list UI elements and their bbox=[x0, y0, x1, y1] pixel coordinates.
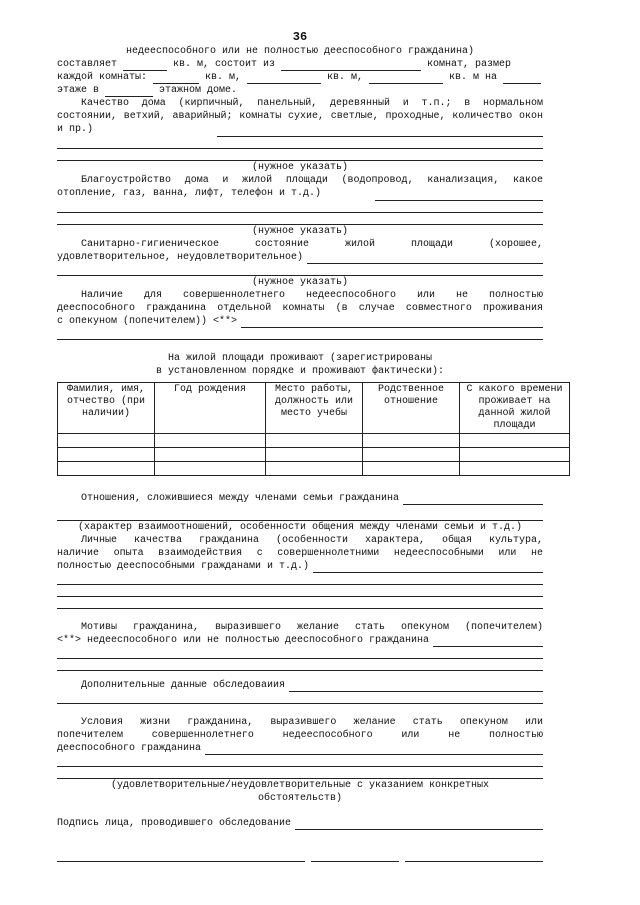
sanitary-text-1: Санитарно-гигиеническое состояние жилой площади (хорошее, bbox=[81, 239, 543, 250]
additional-row bbox=[57, 679, 543, 692]
room-row bbox=[57, 315, 543, 328]
amenities-text: Благоустройство дома и жилой площади (водопровод, канализация, какое отопление, газ, ванна, лифт, телефон и т.д.) bbox=[57, 175, 543, 199]
area-row-3 bbox=[57, 84, 543, 97]
amenities-field[interactable] bbox=[375, 189, 543, 201]
conditions-hint: обстоятельств) bbox=[257, 793, 342, 804]
signature-line[interactable] bbox=[311, 850, 399, 862]
conditions-line[interactable] bbox=[57, 767, 543, 779]
motives-line[interactable] bbox=[57, 659, 543, 671]
signature-field[interactable] bbox=[295, 819, 543, 830]
conditions-text-2: попечителем совершеннолетнего недееспособного или не полностью bbox=[57, 730, 543, 741]
house-quality-line[interactable] bbox=[57, 137, 543, 149]
motives-line[interactable] bbox=[57, 647, 543, 659]
sanitary-text-2: удовлетворительное, неудовлетворительное) bbox=[57, 252, 304, 263]
residents-title: в установленном порядке и проживают фактически): bbox=[155, 366, 445, 377]
residents-title: На жилой площади проживают (зарегистрированы bbox=[167, 353, 433, 364]
room-size-field[interactable] bbox=[153, 73, 199, 84]
total-area-field[interactable] bbox=[123, 60, 167, 71]
table-cell[interactable] bbox=[58, 462, 155, 476]
area-text: этаже в bbox=[57, 85, 100, 96]
signature-name-line[interactable] bbox=[57, 850, 305, 862]
signature-row bbox=[57, 817, 543, 830]
conditions-line[interactable] bbox=[57, 755, 543, 767]
signature-text: Подпись лица, проводившего обследование bbox=[57, 818, 292, 829]
motives-field[interactable] bbox=[433, 636, 543, 647]
conditions-field[interactable] bbox=[205, 744, 543, 755]
conditions-hint: (удовлетворительные/неудовлетворительные с указанием конкретных bbox=[110, 780, 490, 791]
signature-lines bbox=[57, 850, 543, 862]
area-text: этажном доме. bbox=[159, 85, 238, 96]
relations-field[interactable] bbox=[403, 494, 543, 505]
table-cell[interactable] bbox=[363, 462, 460, 476]
personal-line[interactable] bbox=[57, 597, 543, 609]
additional-line[interactable] bbox=[57, 692, 543, 704]
motives-text-1: Мотивы гражданина, выразившего желание стать опекуном (попечителем) bbox=[81, 622, 543, 633]
page-number: 36 bbox=[292, 30, 308, 44]
hint-specify: (нужное указать) bbox=[251, 226, 348, 237]
col-header-relation: Родственное отношение bbox=[363, 383, 460, 434]
house-quality-line[interactable] bbox=[57, 149, 543, 161]
amenities-line[interactable] bbox=[57, 213, 543, 225]
personal-text-1: Личные качества гражданина (особенности характера, общая культура, bbox=[81, 535, 543, 546]
table-cell[interactable] bbox=[266, 448, 363, 462]
area-text: комнат, размер bbox=[427, 59, 512, 70]
relations-hint: (характер взаимоотношений, особенности общения между членами семьи и т.д.) bbox=[77, 522, 523, 533]
area-text: кв. м, bbox=[205, 72, 242, 83]
sanitary-line[interactable] bbox=[57, 264, 543, 276]
personal-row bbox=[57, 560, 543, 573]
form-page bbox=[57, 30, 563, 862]
col-header-name: Фамилия, имя, отчество (при наличии) bbox=[58, 383, 155, 434]
additional-text: Дополнительные данные обследоваиия bbox=[81, 680, 286, 691]
table-cell[interactable] bbox=[363, 434, 460, 448]
room-size-field[interactable] bbox=[247, 73, 321, 84]
table-header-row bbox=[58, 383, 570, 434]
area-text: кв. м, bbox=[327, 72, 364, 83]
area-text: составляет bbox=[57, 59, 118, 70]
personal-field[interactable] bbox=[313, 562, 543, 573]
continued-line: недееспособного или не полностью дееспособного гражданина) bbox=[125, 46, 475, 57]
table-row bbox=[58, 462, 570, 476]
floor-field[interactable] bbox=[503, 73, 541, 84]
table-cell[interactable] bbox=[266, 434, 363, 448]
col-header-workplace: Место работы, должность или место учебы bbox=[266, 383, 363, 434]
room-text-3: с опекуном (попечителем)) <**> bbox=[57, 316, 238, 327]
hint-specify: (нужное указать) bbox=[251, 162, 348, 173]
table-cell[interactable] bbox=[460, 462, 570, 476]
table-cell[interactable] bbox=[155, 462, 266, 476]
relations-row bbox=[57, 492, 543, 505]
table-cell[interactable] bbox=[58, 448, 155, 462]
conditions-text-1: Условия жизни гражданина, выразившего желание стать опекуном или bbox=[81, 717, 543, 728]
residents-table bbox=[57, 382, 570, 476]
sanitary-field[interactable] bbox=[307, 253, 543, 264]
area-row-2 bbox=[57, 71, 543, 84]
area-row-1 bbox=[57, 58, 543, 71]
area-text: кв. м на bbox=[449, 72, 498, 83]
room-field[interactable] bbox=[241, 317, 543, 328]
house-quality-field[interactable] bbox=[217, 125, 543, 137]
table-cell[interactable] bbox=[363, 448, 460, 462]
table-row bbox=[58, 434, 570, 448]
table-cell[interactable] bbox=[460, 448, 570, 462]
hint-specify: (нужное указать) bbox=[251, 277, 348, 288]
amenities-line[interactable] bbox=[57, 201, 543, 213]
relations-text: Отношения, сложившиеся между членами семьи гражданина bbox=[81, 493, 400, 504]
table-cell[interactable] bbox=[460, 434, 570, 448]
table-cell[interactable] bbox=[266, 462, 363, 476]
table-cell[interactable] bbox=[58, 434, 155, 448]
room-size-field[interactable] bbox=[369, 73, 443, 84]
table-cell[interactable] bbox=[155, 448, 266, 462]
relations-line[interactable] bbox=[57, 509, 543, 521]
conditions-row bbox=[57, 742, 543, 755]
house-quality-text: Качество дома (кирпичный, панельный, деревянный и т.п.; в нормальном состоянии, ветхий, аварийный; комнаты сухие, светлые, проходные, количество окон и пр.) bbox=[57, 98, 543, 135]
table-row bbox=[58, 448, 570, 462]
additional-field[interactable] bbox=[289, 681, 543, 692]
room-text-1: Наличие для совершеннолетнего недееспособного или не полностью bbox=[81, 290, 543, 301]
col-header-since: С какого времени проживает на данной жилой площади bbox=[460, 383, 570, 434]
area-text: кв. м, состоит из bbox=[173, 59, 276, 70]
rooms-count-field[interactable] bbox=[281, 60, 421, 71]
floors-total-field[interactable] bbox=[105, 86, 153, 97]
personal-text-2: наличие опыта взаимодействия с совершеннолетними недееспособными или не bbox=[57, 548, 543, 559]
signature-date-line[interactable] bbox=[405, 850, 543, 862]
col-header-birth-year: Год рождения bbox=[155, 383, 266, 434]
motives-text-2: <**> недееспособного или не полностью дееспособного гражданина bbox=[57, 635, 430, 646]
sanitary-row bbox=[57, 251, 543, 264]
area-text: каждой комнаты: bbox=[57, 72, 148, 83]
conditions-text-3: дееспособного гражданина bbox=[57, 743, 202, 754]
personal-text-3: полностью дееспособными гражданами и т.д.) bbox=[57, 561, 310, 572]
table-cell[interactable] bbox=[155, 434, 266, 448]
personal-line[interactable] bbox=[57, 585, 543, 597]
room-text-2: дееспособного гражданина отдельной комнаты (в случае совместного проживания bbox=[57, 303, 543, 314]
motives-row bbox=[57, 634, 543, 647]
personal-line[interactable] bbox=[57, 573, 543, 585]
room-line[interactable] bbox=[57, 328, 543, 340]
